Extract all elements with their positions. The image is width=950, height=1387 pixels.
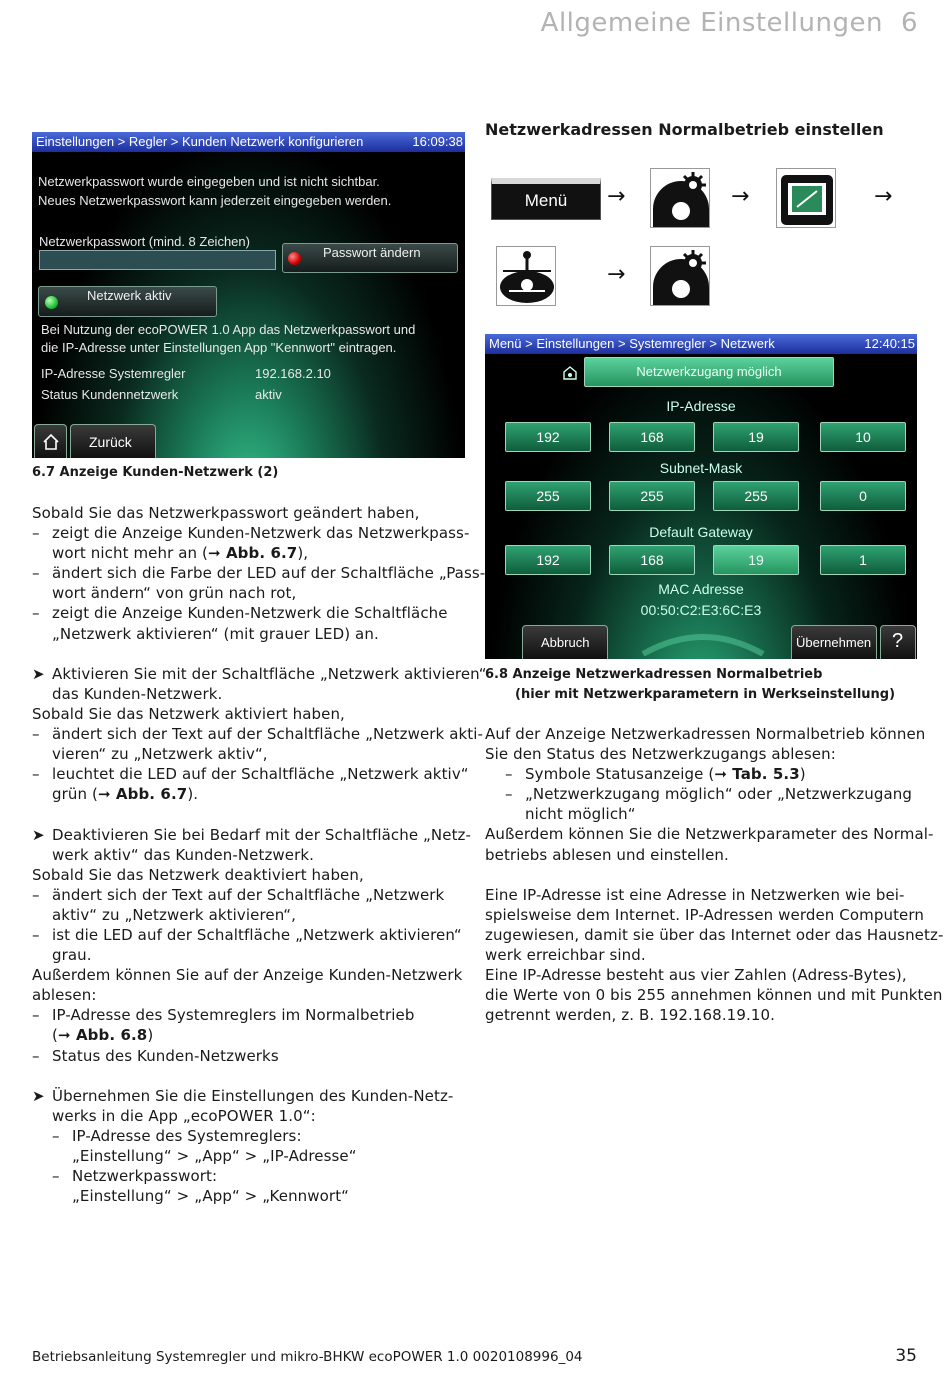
dash-marker: – <box>32 1046 40 1065</box>
network-active-button[interactable] <box>38 286 217 317</box>
ip-byte-2[interactable]: 168 <box>609 422 695 452</box>
screen2-breadcrumb: Menü > Einstellungen > Systemregler > Netzwerk <box>489 336 775 351</box>
dash-marker: – <box>32 604 40 623</box>
list-item-text: Symbole Statusanzeige ( <box>525 765 715 784</box>
ip-value: 192.168.2.10 <box>255 366 331 381</box>
network-access-button[interactable]: Netzwerkzugang möglich <box>584 357 834 387</box>
instruction-item <box>32 664 487 684</box>
instruction-text: Übernehmen Sie die Einstellungen des Kunden-Netz- <box>52 1086 454 1105</box>
paragraph-line: Eine IP-Adresse besteht aus vier Zahlen (Adress-Bytes), <box>485 966 907 985</box>
instruction-item <box>32 845 487 865</box>
password-label: Netzwerkpasswort (mind. 8 Zeichen) <box>39 234 250 249</box>
customer-network-screen <box>32 132 465 458</box>
password-input[interactable] <box>39 250 276 270</box>
dash-marker: – <box>32 765 40 784</box>
arrow-marker-icon: ➤ <box>32 664 45 683</box>
instruction-item <box>32 1106 487 1126</box>
figure-reference: ➞ Abb. 6.7 <box>207 544 298 563</box>
instruction-text: werk aktiv“ das Kunden-Netzwerk. <box>52 845 315 864</box>
change-password-button[interactable] <box>282 243 458 273</box>
chapter-title: Allgemeine Einstellungen <box>540 8 883 38</box>
mac-address-value: 00:50:C2:E3:6C:E3 <box>640 602 762 618</box>
list-item <box>32 724 487 744</box>
figure-reference: ➞ Abb. 6.7 <box>97 785 188 804</box>
list-item-text: ist die LED auf der Schaltfläche „Netzwerk aktivieren“ <box>52 925 462 944</box>
list-item <box>32 1046 487 1066</box>
home-button[interactable] <box>34 424 67 458</box>
instruction-text: werks in die App „ecoPOWER 1.0“: <box>52 1106 316 1125</box>
app-hint-1: Bei Nutzung der ecoPOWER 1.0 App das Netzwerkpasswort und <box>41 322 416 337</box>
help-button[interactable] <box>880 625 916 659</box>
section-heading: Netzwerkadressen Normalbetrieb einstellen <box>485 120 884 139</box>
list-item-text: ), <box>297 544 309 563</box>
paragraph-line: Sobald Sie das Netzwerk deaktiviert haben, <box>32 865 364 884</box>
ip-byte-1[interactable]: 192 <box>505 422 591 452</box>
dash-marker: – <box>52 1167 60 1186</box>
list-item <box>32 624 487 644</box>
dash-marker: – <box>32 564 40 583</box>
paragraph-line: Außerdem können Sie auf der Anzeige Kunden-Netzwerk <box>32 966 463 985</box>
list-item-text: aktiv“ zu „Netzwerk aktivieren“, <box>52 905 297 924</box>
dash-marker: – <box>505 785 513 804</box>
screen1-info-1: Netzwerkpasswort wurde eingegeben und ist nicht sichtbar. <box>38 174 380 189</box>
list-item <box>32 603 487 623</box>
arrow-right-icon: → <box>607 184 626 209</box>
figure-caption-6-8-sub: (hier mit Netzwerkparametern in Werkseinstellung) <box>515 687 896 702</box>
sub-list-item <box>32 1126 487 1146</box>
subnet-byte-3[interactable]: 255 <box>713 481 799 511</box>
network-status-icon <box>562 365 578 381</box>
list-item-text: ) <box>147 1026 154 1045</box>
gateway-byte-3[interactable]: 19 <box>713 545 799 575</box>
list-item <box>32 945 487 965</box>
swipe-arc-icon <box>633 626 773 656</box>
list-item-text: ändert sich der Text auf der Schaltfläche „Netzwerk akti- <box>52 725 484 744</box>
ip-address-label: IP-Adresse <box>666 398 736 414</box>
subnet-byte-2[interactable]: 255 <box>609 481 695 511</box>
dash-marker: – <box>32 885 40 904</box>
sub-list-item <box>32 1146 487 1166</box>
cancel-button[interactable] <box>522 625 608 659</box>
list-item-text: grün ( <box>52 785 98 804</box>
sub-list-text: „Einstellung“ > „App“ > „Kennwort“ <box>72 1187 350 1206</box>
screen2-time: 12:40:15 <box>864 336 915 351</box>
instruction-text: das Kunden-Netzwerk. <box>52 684 223 703</box>
list-item <box>32 543 487 563</box>
network-active-label: Netzwerk aktiv <box>87 288 172 303</box>
app-hint-2: die IP-Adresse unter Einstellungen App "Kennwort" eintragen. <box>41 340 397 355</box>
cancel-label: Abbruch <box>541 635 590 650</box>
dash-marker: – <box>32 725 40 744</box>
paragraph-line: getrennt werden, z. B. 192.168.19.10. <box>485 1006 775 1025</box>
mac-address-label: MAC Adresse <box>658 581 744 597</box>
sub-list-item <box>32 1186 487 1206</box>
list-item <box>32 784 487 804</box>
list-item-text: ) <box>799 765 806 784</box>
list-item <box>32 744 487 764</box>
chapter-number: 6 <box>900 8 918 38</box>
list-item <box>32 523 487 543</box>
list-item <box>32 1025 487 1045</box>
arrow-right-icon: → <box>607 262 626 287</box>
dash-marker: – <box>32 925 40 944</box>
red-led-icon <box>288 252 301 265</box>
green-led-icon <box>45 296 58 309</box>
network-addresses-screen <box>485 334 917 659</box>
subnet-byte-4[interactable]: 0 <box>820 481 906 511</box>
list-item-text: leuchtet die LED auf der Schaltfläche „Netzwerk aktiv“ <box>52 765 469 784</box>
list-item-text: vieren“ zu „Netzwerk aktiv“, <box>52 745 268 764</box>
arrow-marker-icon: ➤ <box>32 825 45 844</box>
instruction-item <box>32 684 487 704</box>
list-item-text: ändert sich die Farbe der LED auf der Schaltfläche „Pass- <box>52 564 486 583</box>
ip-label: IP-Adresse Systemregler <box>41 366 186 381</box>
paragraph-line: betriebs ablesen und einstellen. <box>485 845 729 864</box>
list-item-text: wort ändern“ von grün nach rot, <box>52 584 297 603</box>
paragraph-line: Außerdem können Sie die Netzwerkparameter des Normal- <box>485 825 934 844</box>
paragraph-line: spielsweise dem Internet. IP-Adressen werden Computern <box>485 905 924 924</box>
chapter-header <box>541 8 918 38</box>
network-icon <box>496 246 556 306</box>
dash-marker: – <box>32 1006 40 1025</box>
paragraph-line: die Werte von 0 bis 255 annehmen können und mit Punkten <box>485 986 943 1005</box>
list-item-text: ). <box>187 785 199 804</box>
list-item <box>32 905 487 925</box>
instruction-item <box>32 1086 487 1106</box>
gateway-byte-4[interactable]: 1 <box>820 545 906 575</box>
back-button[interactable] <box>70 424 156 458</box>
page-number: 35 <box>895 1346 917 1366</box>
figure-reference: ➞ Abb. 6.8 <box>57 1026 148 1045</box>
help-icon: ? <box>892 630 904 652</box>
subnet-mask-label: Subnet-Mask <box>659 460 743 476</box>
sub-list-item <box>32 1166 487 1186</box>
instruction-text: Aktivieren Sie mit der Schaltfläche „Netzwerk aktivieren“ <box>52 664 487 683</box>
arrow-right-icon: → <box>731 184 750 209</box>
ip-byte-3[interactable]: 19 <box>713 422 799 452</box>
paragraph-line: Auf der Anzeige Netzwerkadressen Normalbetrieb können <box>485 725 926 743</box>
list-item-text: grau. <box>52 946 92 965</box>
sub-list-text: IP-Adresse des Systemreglers: <box>72 1126 302 1145</box>
screen1-titlebar <box>32 132 465 152</box>
list-item-text: ( <box>52 1026 58 1045</box>
screen1-info-2: Neues Netzwerkpasswort kann jederzeit eingegeben werden. <box>38 193 392 208</box>
ip-byte-4[interactable]: 10 <box>820 422 906 452</box>
sub-list-text: Netzwerkpasswort: <box>72 1167 218 1186</box>
instruction-item <box>32 825 487 845</box>
list-item <box>32 764 487 784</box>
apply-button[interactable] <box>791 625 877 659</box>
list-item <box>485 804 943 824</box>
subnet-byte-1[interactable]: 255 <box>505 481 591 511</box>
menu-button-icon: Menü <box>491 178 601 220</box>
screen2-titlebar <box>485 334 917 354</box>
list-item-text: „Netzwerkzugang möglich“ oder „Netzwerkzugang <box>525 785 912 804</box>
list-item-text: zeigt die Anzeige Kunden-Netzwerk das Netzwerkpass- <box>52 524 470 543</box>
dash-marker: – <box>32 524 40 543</box>
gateway-byte-1[interactable]: 192 <box>505 545 591 575</box>
default-gateway-label: Default Gateway <box>649 524 753 540</box>
sub-list-text: „Einstellung“ > „App“ > „IP-Adresse“ <box>72 1147 357 1165</box>
right-column <box>485 724 943 1025</box>
dash-marker: – <box>52 1126 60 1145</box>
apply-label: Übernehmen <box>796 635 872 650</box>
list-item <box>32 583 487 603</box>
paragraph-line: Eine IP-Adresse ist eine Adresse in Netzwerken wie bei- <box>485 885 905 904</box>
list-item <box>32 885 487 905</box>
list-item-text: „Netzwerk aktivieren“ (mit grauer LED) an. <box>52 624 379 643</box>
status-value: aktiv <box>255 387 282 402</box>
gateway-byte-2[interactable]: 168 <box>609 545 695 575</box>
list-item <box>32 563 487 583</box>
paragraph-line: Sie den Status des Netzwerkzugangs ablesen: <box>485 745 836 764</box>
arrow-right-icon: → <box>874 184 893 209</box>
change-password-label: Passwort ändern <box>323 245 421 260</box>
paragraph-line: Sobald Sie das Netzwerk aktiviert haben, <box>32 704 345 723</box>
list-item-text: zeigt die Anzeige Kunden-Netzwerk die Schaltfläche <box>52 604 448 623</box>
instruction-text: Deaktivieren Sie bei Bedarf mit der Schaltfläche „Netz- <box>52 825 472 844</box>
home-icon <box>41 432 61 452</box>
list-item <box>32 1005 487 1025</box>
list-item <box>485 764 943 784</box>
controller-icon <box>776 168 836 228</box>
screen1-breadcrumb: Einstellungen > Regler > Kunden Netzwerk konfigurieren <box>36 134 364 149</box>
back-label: Zurück <box>89 434 132 450</box>
list-item <box>32 925 487 945</box>
gear-icon <box>650 246 710 306</box>
paragraph-line: werk erreichbar sind. <box>485 946 646 965</box>
left-column <box>32 503 487 1206</box>
arrow-marker-icon: ➤ <box>32 1086 45 1105</box>
list-item-text: nicht möglich“ <box>525 805 636 824</box>
list-item-text: wort nicht mehr an ( <box>52 544 208 563</box>
paragraph-line: ablesen: <box>32 986 97 1005</box>
figure-caption-6-8: 6.8 Anzeige Netzwerkadressen Normalbetrieb <box>485 667 823 682</box>
gear-icon <box>650 168 710 228</box>
figure-caption-6-7: 6.7 Anzeige Kunden-Netzwerk (2) <box>32 465 279 480</box>
dash-marker: – <box>505 765 513 784</box>
list-item <box>485 784 943 804</box>
list-item-text: IP-Adresse des Systemreglers im Normalbetrieb <box>52 1006 415 1025</box>
list-item-text: Status des Kunden-Netzwerks <box>52 1046 279 1065</box>
paragraph-line: Sobald Sie das Netzwerkpasswort geändert haben, <box>32 504 420 522</box>
table-reference: ➞ Tab. 5.3 <box>714 765 800 784</box>
paragraph-line: zugewiesen, damit sie über das Internet oder das Hausnetz- <box>485 925 944 944</box>
screen1-time: 16:09:38 <box>412 134 463 149</box>
list-item-text: ändert sich der Text auf der Schaltfläche „Netzwerk <box>52 885 445 904</box>
page-footer: Betriebsanleitung Systemregler und mikro-BHKW ecoPOWER 1.0 0020108996_04 <box>32 1349 583 1365</box>
status-label: Status Kundennetzwerk <box>41 387 179 402</box>
